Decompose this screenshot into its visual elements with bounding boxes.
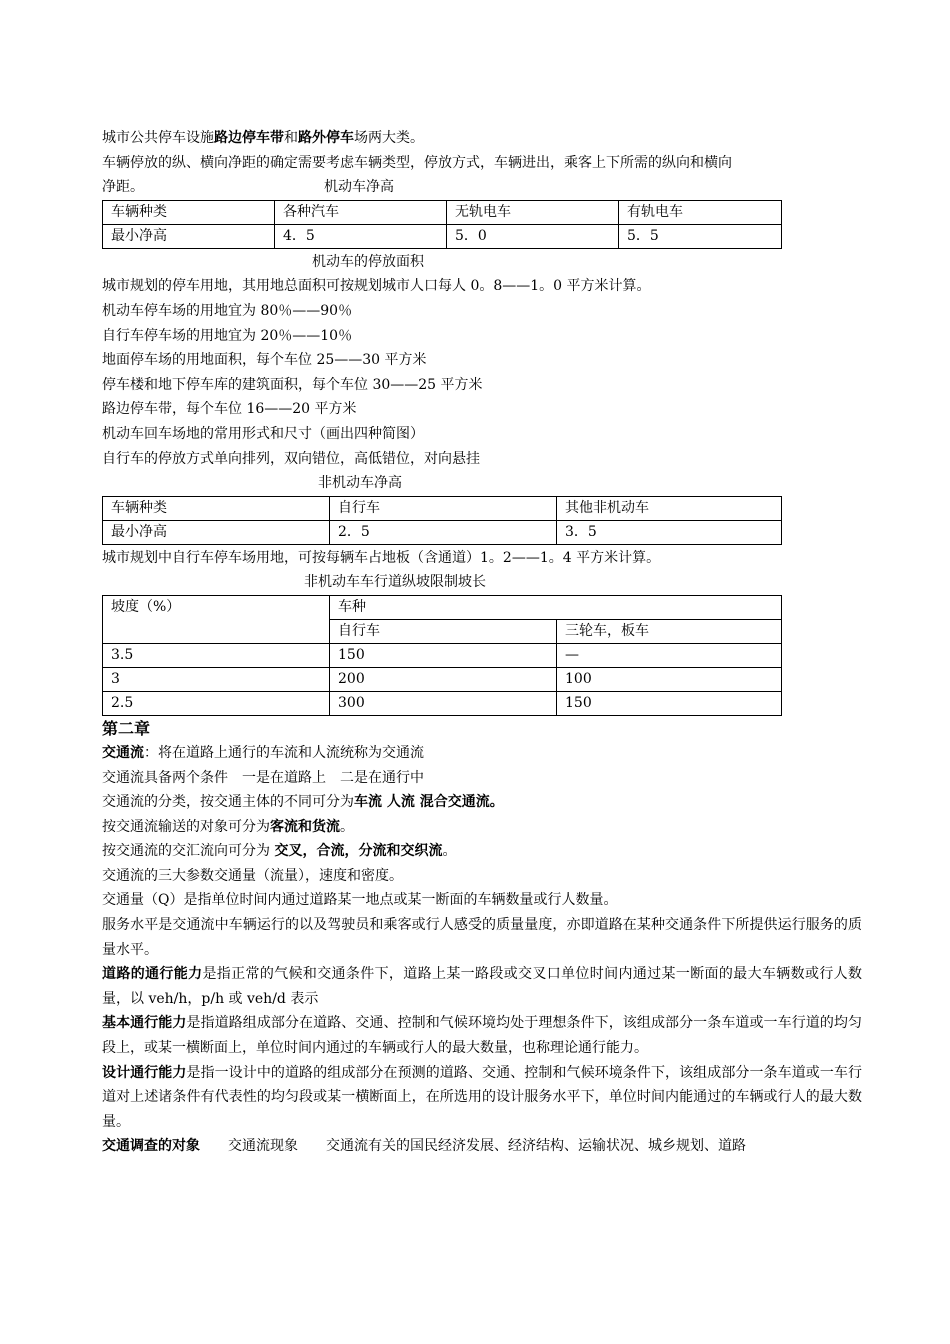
paragraph: 交通流具备两个条件 一是在道路上 二是在通行中 [102, 769, 424, 786]
text: 城市公共停车设施 [102, 130, 214, 146]
table-row [103, 667, 782, 691]
table-cell: 150 [557, 691, 782, 715]
caption-motor-parking-area: 机动车的停放面积 [312, 253, 424, 270]
table-cell: 最小净高 [103, 520, 330, 544]
table-cell: 其他非机动车 [557, 496, 782, 520]
paragraph: 地面停车场的用地面积，每个车位 25——30 平方米 [102, 352, 427, 369]
paragraph [102, 790, 862, 815]
table-cell: 坡度（%） [103, 595, 330, 643]
paragraph-clearance: 车辆停放的纵、横向净距的确定需要考虑车辆类型，停放方式，车辆进出，乘客上下所需的纵向和横向 [102, 154, 732, 171]
table-cell: 150 [330, 643, 557, 667]
text: 按交通流输送的对象可分为 [102, 818, 270, 835]
table-cell: 4．5 [275, 224, 447, 248]
table-cell: 各种汽车 [275, 200, 447, 224]
table-cell: 2.5 [103, 691, 330, 715]
text: 按交通流的交汇流向可分为 [102, 843, 275, 860]
table-slope-limit [102, 595, 782, 716]
paragraph: 自行车停车场的用地宜为 20％——10％ [102, 327, 353, 344]
table-cell: 3.5 [103, 643, 330, 667]
text: ：将在道路上通行的车流和人流统称为交通流 [144, 744, 424, 761]
bold-term: 交通流 [102, 744, 144, 761]
bold-term: 交通调查的对象 [102, 1138, 200, 1155]
bold-term: 交叉，合流，分流和交织流 [274, 843, 443, 860]
table-row [103, 643, 782, 667]
table-cell: 无轨电车 [447, 200, 619, 224]
text: 。 [340, 818, 354, 835]
table-cell: 300 [330, 691, 557, 715]
caption-nonmotor-clearance: 非机动车净高 [318, 475, 402, 492]
paragraph [102, 815, 862, 840]
table-cell: 100 [557, 667, 782, 691]
paragraph: 城市规划的停车用地，其用地总面积可按规划城市人口每人 0。8——1。0 平方米计算。 [102, 278, 651, 295]
text: 和 [284, 130, 298, 146]
paragraph: 交通流的三大参数交通量（流量），速度和密度。 [102, 867, 403, 884]
table-cell: 三轮车，板车 [557, 619, 782, 643]
table-cell: 最小净高 [103, 224, 275, 248]
table-row [103, 224, 782, 248]
text: 交通流的分类，按交通主体的不同可分为 [102, 794, 354, 811]
paragraph: 机动车停车场的用地宜为 80％——90％ [102, 302, 353, 319]
table-motor-clearance [102, 200, 782, 249]
text: 是指一设计中的道路的组成部分在预测的道路、交通、控制和气候环境条件下，该组成部分一条车道或一车行道对上述诸条件有代表性的均匀段或某一横断面上，在所选用的设计服务水平下，单位时间内能通过的车辆或行人的最大数量。 [102, 1064, 862, 1130]
bold-term: 道路的通行能力 [102, 966, 203, 983]
paragraph-road-capacity [102, 962, 862, 1011]
bold-term: 车流 人流 混合交通流。 [354, 794, 504, 811]
paragraph-service-level: 服务水平是交通流中车辆运行的以及驾驶员和乘客或行人感受的质量量度，亦即道路在某种交通条件下所提供运行服务的质量水平。 [102, 917, 862, 958]
table-row [103, 595, 782, 619]
table-nonmotor-clearance [102, 496, 782, 545]
text: 是指道路组成部分在道路、交通、控制和气候环境均处于理想条件下，该组成部分一条车道或一车行道的均匀段上，或某一横断面上，单位时间内通过的车辆或行人的最大数量，也称理论通行能力。 [102, 1015, 862, 1057]
paragraph [102, 839, 862, 864]
paragraph: 交通量（Q）是指单位时间内通过道路某一地点或某一断面的车辆数量或行人数量。 [102, 892, 618, 909]
table-row [103, 520, 782, 544]
table-cell: 3 [103, 667, 330, 691]
table-row [103, 200, 782, 224]
table-cell: 车辆种类 [103, 496, 330, 520]
paragraph: 路边停车带，每个车位 16——20 平方米 [102, 401, 357, 418]
paragraph-clearance-end [102, 175, 862, 200]
table-cell: — [557, 643, 782, 667]
text: 净距。 [102, 179, 144, 196]
paragraph: 停车楼和地下停车库的建筑面积，每个车位 30——25 平方米 [102, 376, 483, 393]
table-cell: 5．5 [619, 224, 782, 248]
bold-term: 客流和货流 [270, 818, 340, 835]
chapter-heading: 第二章 [102, 718, 151, 738]
paragraph: 机动车回车场地的常用形式和尺寸（画出四种简图） [102, 425, 424, 442]
table-cell: 5．0 [447, 224, 619, 248]
caption-motor-clearance: 机动车净高 [324, 179, 394, 196]
bold-term: 设计通行能力 [102, 1064, 187, 1081]
paragraph: 自行车的停放方式单向排列，双向错位，高低错位，对向悬挂 [102, 450, 480, 467]
table-row [103, 496, 782, 520]
table-cell: 车辆种类 [103, 200, 275, 224]
caption-slope-limit: 非机动车车行道纵坡限制坡长 [304, 574, 486, 591]
table-cell: 车种 [330, 595, 782, 619]
text: 。 [442, 843, 457, 860]
text: 是指正常的气候和交通条件下，道路上某一路段或交叉口单位时间内通过某一断面的最大车辆数或行人数量，以 veh/h，p/h 或 veh/d 表示 [102, 966, 863, 1007]
bold-term: 基本通行能力 [102, 1015, 187, 1032]
table-cell: 2．5 [330, 520, 557, 544]
document-page [102, 126, 862, 1159]
paragraph-traffic-flow [102, 741, 862, 766]
text: 交通流现象 交通流有关的国民经济发展、经济结构、运输状况、城乡规划、道路 [200, 1138, 746, 1155]
paragraph: 城市规划中自行车停车场用地，可按每辆车占地板（含通道）1。2——1。4 平方米计算。 [102, 549, 661, 566]
table-row [103, 691, 782, 715]
table-cell: 200 [330, 667, 557, 691]
bold-term: 路外停车 [298, 130, 354, 146]
paragraph-design-capacity [102, 1061, 862, 1135]
table-cell: 有轨电车 [619, 200, 782, 224]
paragraph-basic-capacity [102, 1011, 862, 1060]
text: 场两大类。 [354, 130, 424, 146]
paragraph-survey-objects [102, 1134, 862, 1159]
paragraph-parking-facilities [102, 126, 862, 151]
bold-term: 路边停车带 [214, 130, 284, 146]
table-cell: 自行车 [330, 619, 557, 643]
table-cell: 自行车 [330, 496, 557, 520]
table-cell: 3．5 [557, 520, 782, 544]
